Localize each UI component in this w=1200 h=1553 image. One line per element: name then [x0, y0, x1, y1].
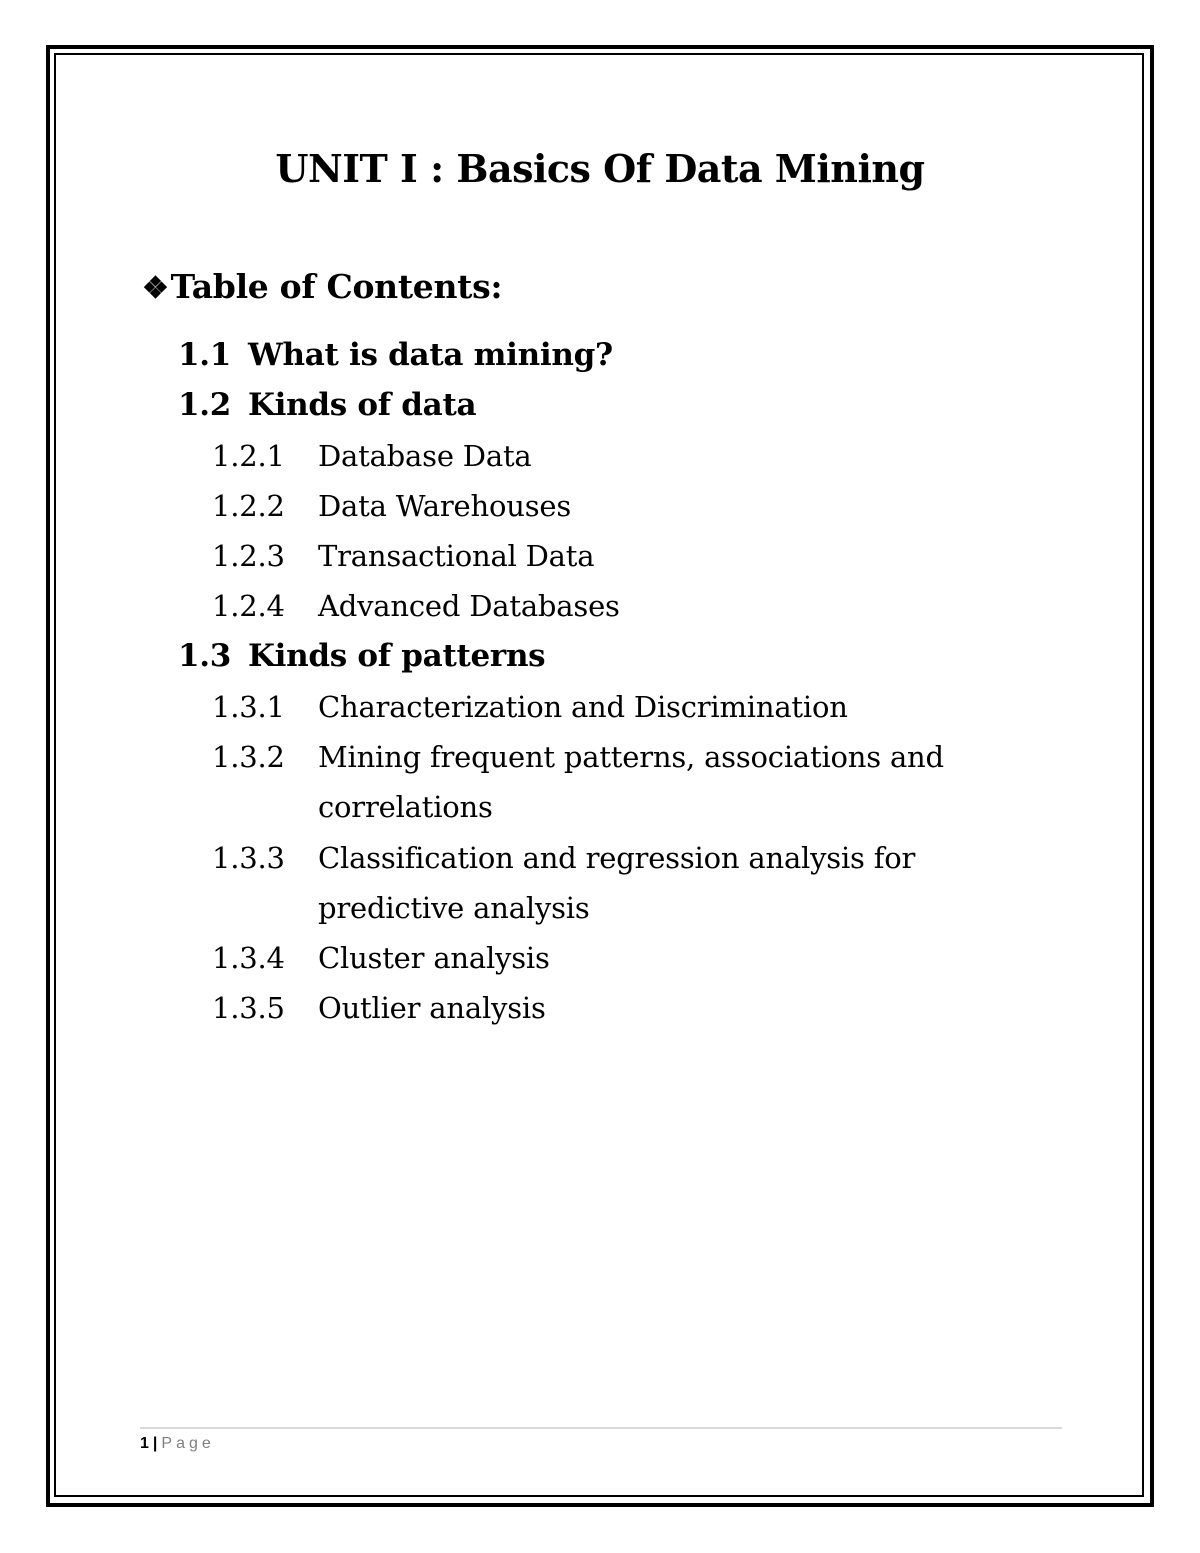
- toc-item-1-3-3[interactable]: [212, 833, 915, 883]
- toc-section-number: 1.3: [178, 638, 232, 674]
- toc-item-label: Data Warehouses: [318, 489, 572, 523]
- toc-item-number: 1.3.5: [212, 991, 285, 1025]
- toc-item-1-2-3[interactable]: [212, 531, 594, 581]
- toc-section-number: 1.1: [178, 337, 232, 373]
- toc-section-1-2[interactable]: [178, 380, 476, 430]
- toc-section-number: 1.2: [178, 387, 232, 423]
- footer-divider: [140, 1427, 1062, 1429]
- toc-item-number: 1.3.2: [212, 740, 285, 774]
- toc-item-number: 1.3.3: [212, 841, 285, 875]
- toc-item-1-3-5[interactable]: [212, 983, 546, 1033]
- toc-section-1-1[interactable]: [178, 330, 613, 380]
- toc-item-label: Mining frequent patterns, associations and: [318, 740, 944, 774]
- toc-item-1-2-4[interactable]: [212, 581, 620, 631]
- toc-item-1-2-2[interactable]: [212, 481, 571, 531]
- toc-item-number: 1.2.3: [212, 539, 285, 573]
- toc-item-number: 1.2.2: [212, 489, 285, 523]
- toc-section-label: Kinds of patterns: [248, 638, 546, 674]
- toc-section-label: What is data mining?: [248, 337, 613, 373]
- toc-item-label: Outlier analysis: [318, 991, 546, 1025]
- toc-item-label: Transactional Data: [318, 539, 595, 573]
- toc-item-label: Database Data: [318, 439, 532, 473]
- page-label: Page: [161, 1435, 215, 1452]
- toc-item-number: 1.3.1: [212, 690, 285, 724]
- toc-item-label: Advanced Databases: [318, 589, 620, 623]
- toc-item-1-3-2-continuation[interactable]: correlations: [318, 790, 493, 824]
- toc-item-label: Cluster analysis: [318, 941, 550, 975]
- page-title: UNIT I : Basics Of Data Mining: [275, 146, 925, 191]
- toc-item-label: Characterization and Discrimination: [318, 690, 848, 724]
- toc-item-number: 1.2.1: [212, 439, 285, 473]
- toc-section-label: Kinds of data: [248, 387, 477, 423]
- toc-item-label: Classification and regression analysis for: [318, 841, 916, 875]
- diamond-bullet-icon: ❖: [142, 271, 169, 306]
- toc-heading: [142, 264, 502, 312]
- page-number: 1: [140, 1435, 149, 1452]
- toc-item-1-3-3-continuation[interactable]: predictive analysis: [318, 891, 590, 925]
- toc-item-number: 1.2.4: [212, 589, 285, 623]
- toc-heading-label: Table of Contents:: [170, 267, 503, 306]
- toc-section-1-3[interactable]: [178, 631, 545, 681]
- page-footer: [140, 1433, 215, 1455]
- footer-separator: |: [152, 1435, 158, 1452]
- toc-item-1-3-2[interactable]: [212, 732, 944, 782]
- toc-item-1-2-1[interactable]: [212, 431, 531, 481]
- toc-item-1-3-1[interactable]: [212, 682, 848, 732]
- toc-item-number: 1.3.4: [212, 941, 285, 975]
- toc-item-1-3-4[interactable]: [212, 933, 550, 983]
